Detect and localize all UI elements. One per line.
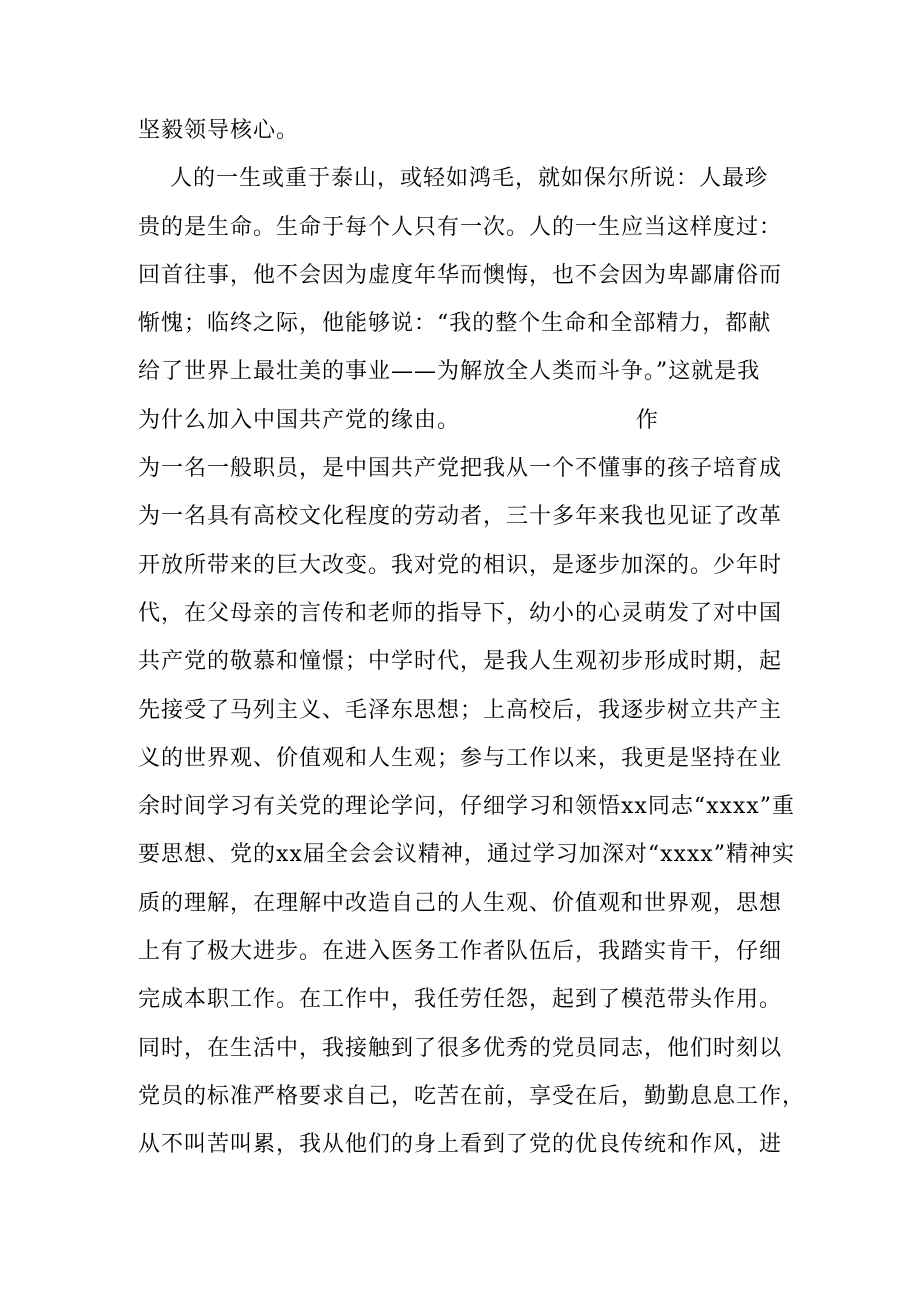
text-line: 为一名一般职员，是中国共产党把我从一个不懂事的孩子培育成 — [138, 456, 783, 482]
text-line: 为一名具有高校文化程度的劳动者，三十多年来我也见证了改革 — [138, 504, 783, 530]
text-line: 要思想、党的xx届全会会议精神，通过学习加深对“xxxx”精神实 — [138, 842, 795, 868]
text-line: 贵的是生命。生命于每个人只有一次。人的一生应当这样度过： — [138, 214, 783, 240]
text-line: 给了世界上最壮美的事业——为解放全人类而斗争。”这就是我 — [138, 359, 761, 385]
text-line: 为什么加入中国共产党的缘由。 作 — [138, 407, 659, 433]
text-line: 开放所带来的巨大改变。我对党的相识，是逐步加深的。少年时 — [138, 552, 783, 578]
text-line: 代，在父母亲的言传和老师的指导下，幼小的心灵萌发了对中国 — [138, 600, 783, 626]
text-line: 先接受了马列主义、毛泽东思想；上高校后，我逐步树立共产主 — [138, 697, 783, 723]
body-text — [138, 107, 806, 1170]
text-line: 质的理解，在理解中改造自己的人生观、价值观和世界观，思想 — [138, 890, 783, 916]
text-line: 完成本职工作。在工作中，我任劳任怨，起到了模范带头作用。 — [138, 987, 783, 1013]
text-line: 共产党的敬慕和憧憬；中学时代，是我人生观初步形成时期，起 — [138, 649, 783, 675]
text-line: 人的一生或重于泰山，或轻如鸿毛，就如保尔所说：人最珍 — [138, 166, 768, 192]
text-line: 惭愧；临终之际，他能够说：“我的整个生命和全部精力，都献 — [138, 311, 772, 337]
text-line: 党员的标准严格要求自己，吃苦在前，享受在后，勤勤息息工作， — [138, 1083, 806, 1109]
text-line: 坚毅领导核心。 — [138, 118, 300, 143]
text-line: 回首往事，他不会因为虚度年华而懊悔，也不会因为卑鄙庸俗而 — [138, 262, 783, 288]
text-line: 上有了极大进步。在进入医务工作者队伍后，我踏实肯干，仔细 — [138, 939, 783, 965]
text-line: 余时间学习有关党的理论学问，仔细学习和领悟xx同志“xxxx”重 — [138, 794, 795, 820]
text-line: 同时，在生活中，我接触到了很多优秀的党员同志，他们时刻以 — [138, 1035, 783, 1061]
text-line: 义的世界观、价值观和人生观；参与工作以来，我更是坚持在业 — [138, 745, 783, 771]
text-line: 从不叫苦叫累，我从他们的身上看到了党的优良传统和作风，进 — [138, 1132, 783, 1158]
